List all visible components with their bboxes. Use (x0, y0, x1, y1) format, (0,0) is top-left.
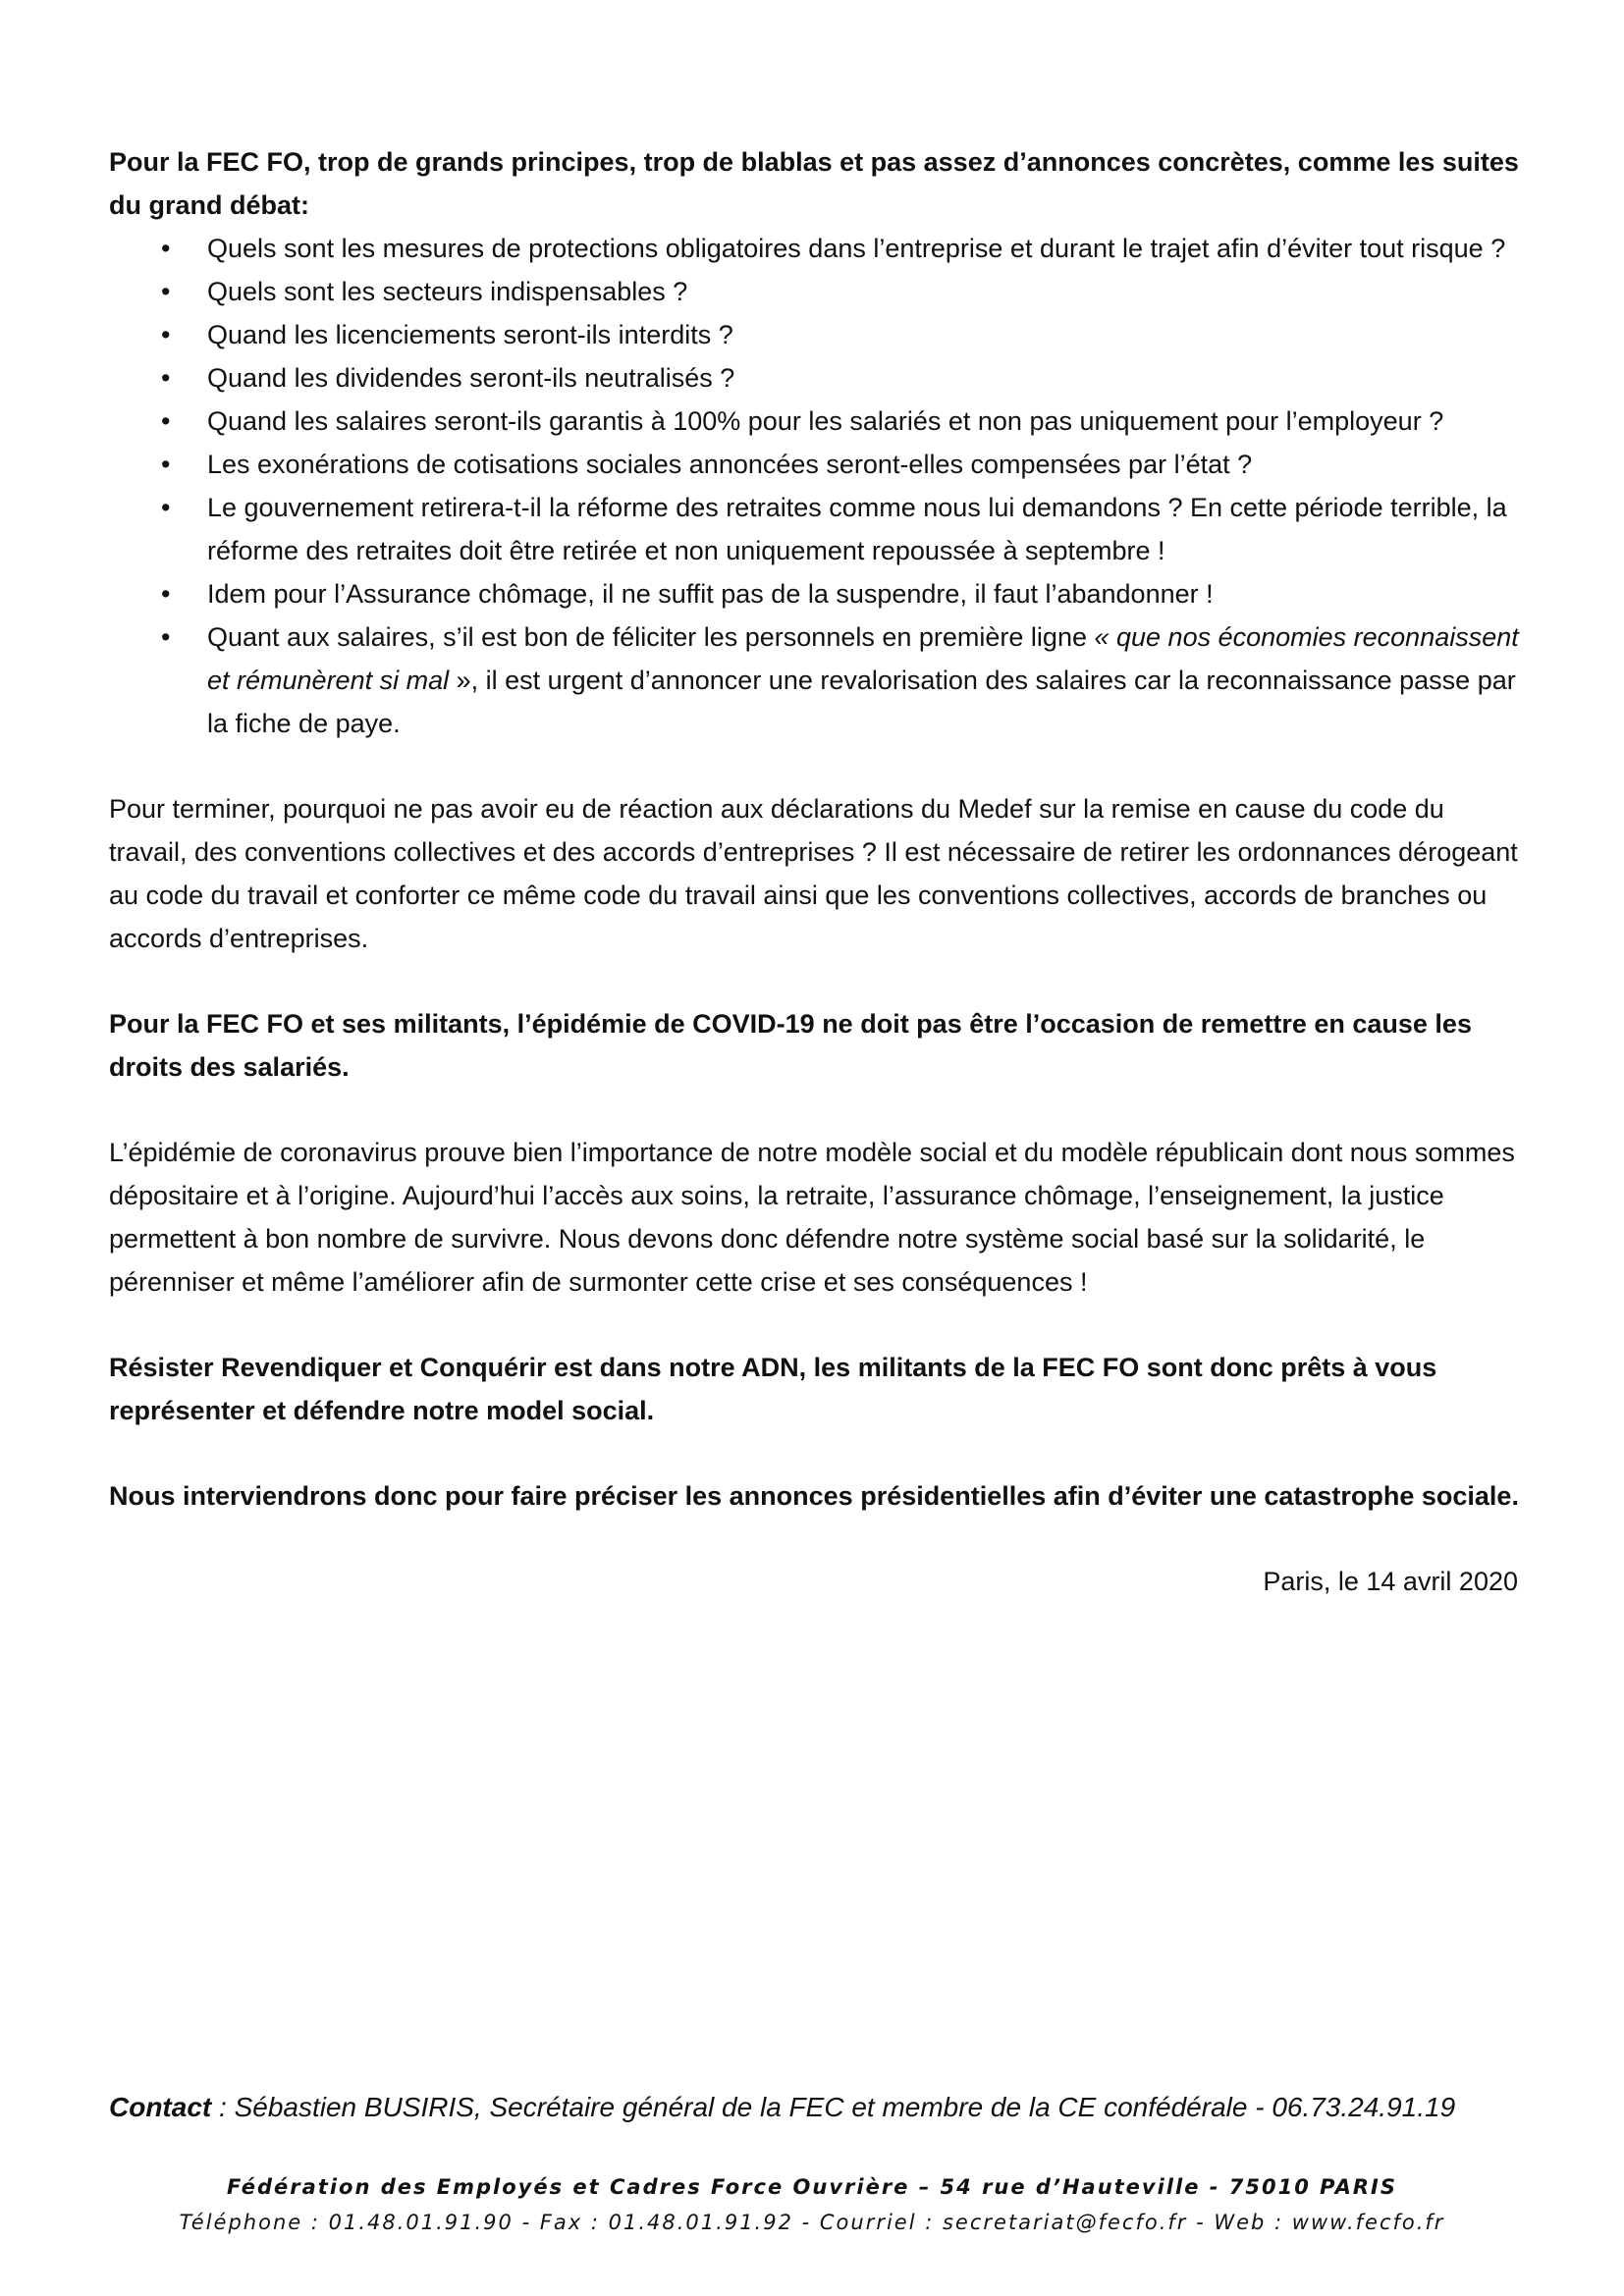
list-item: • Quand les licenciements seront-ils interdits ? (109, 313, 1519, 356)
list-item: • Quand les salaires seront-ils garantis à 100% pour les salariés et non pas uniquement pour l’employeur ? (109, 400, 1519, 443)
footer-contact-details: Téléphone : 01.48.01.91.90 - Fax : 01.48.01.91.92 - Courriel : secretariat@fecfo.fr - Web : www.fecfo.fr (179, 2211, 1445, 2234)
list-item: • Quels sont les secteurs indispensables ? (109, 270, 1519, 313)
paragraph-covid: Pour la FEC FO et ses militants, l’épidémie de COVID-19 ne doit pas être l’occasion de remettre en cause les droits des salariés. (109, 1009, 1472, 1082)
list-item-text: Quant aux salaires, s’il est bon de féliciter les personnels en première ligne (207, 622, 1095, 652)
contact-label: Contact (109, 2092, 212, 2122)
document-body (109, 140, 1519, 1603)
list-item-text: », il est urgent d’annoncer une revalorisation des salaires car la reconnaissance passe par la fiche de paye. (207, 666, 1516, 738)
list-item: • Quels sont les mesures de protections obligatoires dans l’entreprise et durant le trajet afin d’éviter tout risque ? (109, 227, 1519, 270)
list-item (109, 615, 1519, 745)
question-list (109, 227, 1519, 745)
letterhead-footer (0, 2169, 1624, 2240)
list-item: • Idem pour l’Assurance chômage, il ne suffit pas de la suspendre, il faut l’abandonner ! (109, 572, 1519, 615)
contact-line (109, 2088, 1533, 2127)
intro-paragraph: Pour la FEC FO, trop de grands principes, trop de blablas et pas assez d’annonces concrètes, comme les suites du grand débat: (109, 147, 1519, 220)
paragraph-adn: Résister Revendiquer et Conquérir est dans notre ADN, les militants de la FEC FO sont donc prêts à vous représenter et défendre notre model social. (109, 1353, 1437, 1425)
date-line: Paris, le 14 avril 2020 (1263, 1567, 1518, 1596)
list-item: • Les exonérations de cotisations sociales annoncées seront-elles compensées par l’état ? (109, 443, 1519, 486)
list-item: • Le gouvernement retirera-t-il la réforme des retraites comme nous lui demandons ? En cette période terrible, la réforme des retraites doit être retirée et non uniquement repoussée à septembre ! (109, 486, 1519, 572)
contact-text: : Sébastien BUSIRIS, Secrétaire général de la FEC et membre de la CE confédérale - 06.73.24.91.19 (211, 2092, 1456, 2122)
paragraph-annonces: Nous interviendrons donc pour faire préciser les annonces présidentielles afin d’éviter une catastrophe sociale. (109, 1481, 1519, 1511)
footer-address: Fédération des Employés et Cadres Force Ouvrière – 54 rue d’Hauteville - 75010 PARIS (227, 2175, 1397, 2199)
paragraph-modele-social: L’épidémie de coronavirus prouve bien l’importance de notre modèle social et du modèle républicain dont nous sommes dépositaire et à l’origine. Aujourd’hui l’accès aux soins, la retraite, l’assurance chômage, l’enseignement, la justice permettent à bon nombre de survivre. Nous devons donc défendre notre système social basé sur la solidarité, le pérenniser et même l’améliorer afin de surmonter cette crise et ses conséquences ! (109, 1138, 1515, 1297)
quote-text: « que nos économies reconnaissent et rémunèrent si mal (207, 622, 1519, 695)
list-item: • Quand les dividendes seront-ils neutralisés ? (109, 356, 1519, 400)
paragraph-medef: Pour terminer, pourquoi ne pas avoir eu de réaction aux déclarations du Medef sur la remise en cause du code du travail, des conventions collectives et des accords d’entreprises ? Il est nécessaire de retirer les ordonnances dérogeant au code du travail et conforter ce même code du travail ainsi que les conventions collectives, accords de branches ou accords d’entreprises. (109, 794, 1518, 953)
